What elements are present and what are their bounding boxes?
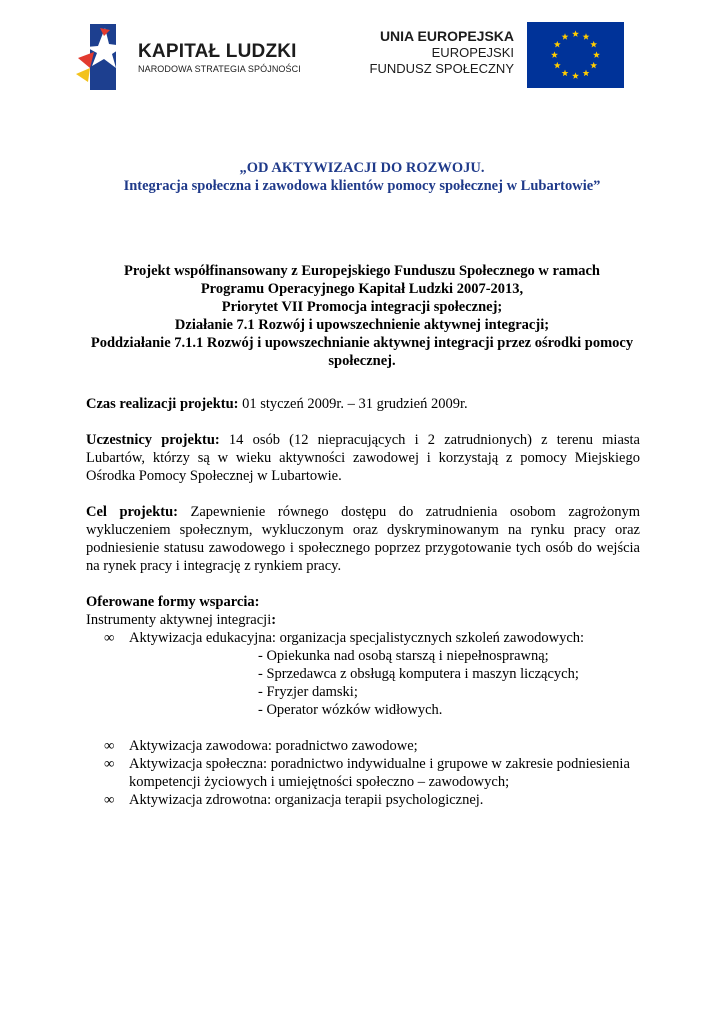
eu-subtitle-1: EUROPEJSKI (431, 45, 514, 60)
list-item (86, 791, 640, 809)
funding-line: Programu Operacyjnego Kapitał Ludzki 2007-2013, (200, 281, 524, 297)
main-content (86, 395, 640, 809)
funding-line: społecznej. (328, 353, 396, 369)
list-item-edu (86, 629, 640, 647)
eu-title: UNIA EUROPEJSKA (379, 28, 514, 44)
list-item (86, 755, 640, 791)
list-item-text: Aktywizacja zdrowotna: organizacja terapii psychologicznej. (129, 792, 484, 808)
list-item-text: Aktywizacja społeczna: poradnictwo indywidualne i grupowe w zakresie podniesienia kompetencji życiowych i umiejętności społeczno – zawodowych; (129, 756, 630, 790)
funding-info (0, 262, 724, 370)
project-title (0, 159, 724, 195)
support-heading: Oferowane formy wsparcia: (86, 594, 260, 610)
bullet-infinity-icon: ∞ (104, 792, 115, 808)
participants (86, 431, 640, 485)
kapital-ludzki-subtitle: NARODOWA STRATEGIA SPÓJNOŚCI (138, 64, 301, 74)
list-item-text: Aktywizacja zawodowa: poradnictwo zawodowe; (129, 738, 418, 754)
bullet-infinity-icon: ∞ (104, 738, 115, 754)
realization-value: 01 styczeń 2009r. – 31 grudzień 2009r. (238, 396, 468, 412)
realization-label: Czas realizacji projektu: (86, 396, 239, 412)
funding-line: Priorytet VII Promocja integracji społecznej; (221, 299, 503, 315)
bullet-infinity-icon: ∞ (104, 756, 115, 772)
eu-logo (369, 22, 624, 90)
list-item-text: Aktywizacja edukacyjna: organizacja specjalistycznych szkoleń zawodowych: (129, 630, 585, 646)
instruments-colon: : (271, 612, 277, 628)
course-item: - Opiekunka nad osobą starszą i niepełnosprawną; (258, 648, 549, 664)
funding-line: Projekt współfinansowany z Europejskiego Funduszu Społecznego w ramach (124, 263, 600, 279)
courses-list (86, 647, 640, 719)
support-list (86, 629, 640, 647)
course-item: - Sprzedawca z obsługą komputera i maszyn liczących; (258, 666, 579, 682)
realization-period (86, 395, 640, 413)
eu-subtitle-2: FUNDUSZ SPOŁECZNY (369, 61, 514, 76)
bullet-infinity-icon: ∞ (104, 630, 115, 646)
support-list-other (86, 737, 640, 809)
instruments-label-text: Instrumenty aktywnej integracji (86, 612, 272, 628)
goal-label: Cel projektu: (86, 504, 178, 520)
project-title-line-2: Integracja społeczna i zawodowa klientów pomocy społecznej w Lubartowie” (123, 178, 601, 194)
project-title-line-1: „OD AKTYWIZACJI DO ROZWOJU. (239, 160, 485, 176)
participants-label: Uczestnicy projektu: (86, 432, 220, 448)
kapital-ludzki-title: KAPITAŁ LUDZKI (138, 41, 297, 62)
project-goal (86, 503, 640, 575)
list-item (86, 737, 640, 755)
course-item: - Fryzjer damski; (258, 684, 358, 700)
instruments-label (86, 611, 640, 629)
participants-value: 14 osób (12 niepracujących i 2 zatrudnionych) z terenu miasta Lubartów, którzy są w wieku aktywności zawodowej i korzystają z pomocy Miejskiego Ośrodka Pomocy Społecznej w Lubartowie. (86, 432, 640, 484)
funding-line: Poddziałanie 7.1.1 Rozwój i upowszechnianie aktywnej integracji przez ośrodki pomocy (90, 335, 634, 351)
eu-flag-icon (527, 22, 624, 88)
course-item: - Operator wózków widłowych. (258, 702, 443, 718)
kapital-ludzki-logo (76, 22, 306, 92)
funding-line: Działanie 7.1 Rozwój i upowszechnienie aktywnej integracji; (174, 317, 550, 333)
goal-value: Zapewnienie równego dostępu do zatrudnienia osobom zagrożonym wykluczeniem społecznym, wykluczonym oraz dyskryminowanym na rynku pracy oraz podniesienie statusu zawodowego i społecznego poprzez przygotowanie tych osób do wejścia na rynek pracy i integrację z rynkiem pracy. (86, 504, 640, 574)
kapital-ludzki-emblem-icon (76, 22, 140, 92)
